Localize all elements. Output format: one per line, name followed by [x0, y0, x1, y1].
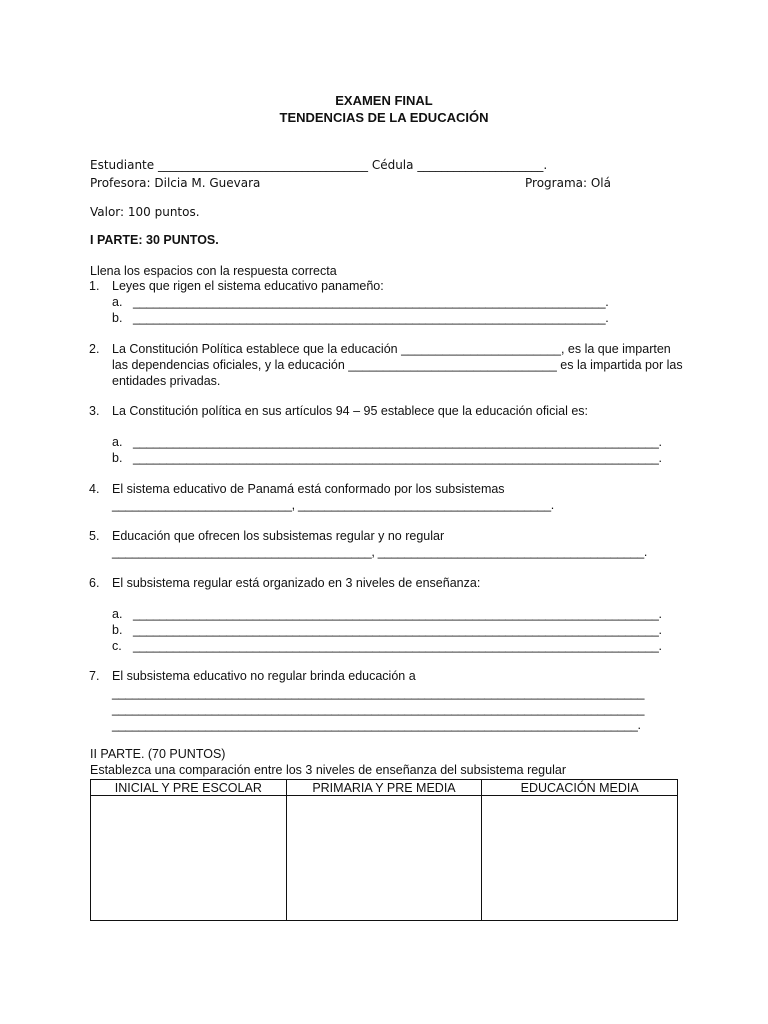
- q1-option-b: b.: [112, 311, 123, 325]
- exam-subtitle: TENDENCIAS DE LA EDUCACIÓN: [279, 110, 489, 125]
- answer-cell-media[interactable]: [482, 796, 678, 921]
- teacher-name: Profesora: Dilcia M. Guevara: [90, 176, 261, 190]
- id-label: Cédula: [371, 158, 414, 172]
- q4-text: El sistema educativo de Panamá está conformado por los subsistemas: [112, 482, 505, 496]
- column-header-media: EDUCACIÓN MEDIA: [482, 780, 678, 796]
- part2-heading: II PARTE. (70 PUNTOS): [90, 747, 226, 761]
- q4-answer-blank[interactable]: ___________________________, ______________________________________.: [112, 498, 554, 512]
- part1-instruction: Llena los espacios con la respuesta correcta: [90, 264, 337, 278]
- q2-line-1[interactable]: La Constitución Política establece que la educación _______________________, es la que imparten: [112, 342, 671, 356]
- q6-option-b: b.: [112, 623, 123, 637]
- q6-answer-a-blank[interactable]: _______________________________________________________________________________.: [133, 607, 662, 621]
- q1-answer-b-blank[interactable]: _______________________________________________________________________.: [133, 311, 609, 325]
- exam-title: EXAMEN FINAL: [335, 93, 433, 108]
- q3-answer-b-blank[interactable]: _______________________________________________________________________________.: [133, 451, 662, 465]
- id-number-blank[interactable]: _____________________.: [417, 158, 548, 172]
- q6-text: El subsistema regular está organizado en 3 niveles de enseñanza:: [112, 576, 481, 590]
- program-name: Programa: Olá: [525, 176, 611, 190]
- q5-text: Educación que ofrecen los subsistemas regular y no regular: [112, 529, 445, 543]
- comparison-table: [90, 779, 678, 921]
- answer-cell-primaria[interactable]: [286, 796, 482, 921]
- q3-answer-a-blank[interactable]: _______________________________________________________________________________.: [133, 435, 662, 449]
- q1-number: 1.: [89, 279, 100, 293]
- q7-answer-line-1[interactable]: ________________________________________________________________________________: [112, 686, 645, 700]
- part1-heading: I PARTE: 30 PUNTOS.: [90, 233, 219, 247]
- table-header-row: [91, 780, 678, 796]
- column-header-primaria: PRIMARIA Y PRE MEDIA: [286, 780, 482, 796]
- q7-answer-line-3[interactable]: _______________________________________________________________________________.: [112, 718, 641, 732]
- q3-option-b: b.: [112, 451, 123, 465]
- q2-line-3: entidades privadas.: [112, 374, 221, 388]
- q6-number: 6.: [89, 576, 100, 590]
- q1-answer-a-blank[interactable]: _______________________________________________________________________.: [133, 295, 609, 309]
- student-name-blank[interactable]: ___________________________________: [157, 158, 368, 172]
- q5-number: 5.: [89, 529, 100, 543]
- q7-answer-line-2[interactable]: ________________________________________________________________________________: [112, 702, 645, 716]
- q7-text: El subsistema educativo no regular brinda educación a: [112, 669, 416, 683]
- q2-number: 2.: [89, 342, 100, 356]
- student-line: [90, 158, 547, 172]
- part2-instruction: Establezca una comparación entre los 3 niveles de enseñanza del subsistema regular: [90, 763, 566, 777]
- q1-option-a: a.: [112, 295, 123, 309]
- q2-line-2[interactable]: las dependencias oficiales, y la educación ______________________________ es la impartida por las: [112, 358, 683, 372]
- student-label: Estudiante: [90, 158, 155, 172]
- table-answer-row: [91, 796, 678, 921]
- q5-answer-blank[interactable]: _______________________________________, ________________________________________.: [112, 545, 648, 559]
- q7-number: 7.: [89, 669, 100, 683]
- q6-option-c: c.: [112, 639, 122, 653]
- answer-cell-inicial[interactable]: [91, 796, 287, 921]
- q6-answer-b-blank[interactable]: _______________________________________________________________________________.: [133, 623, 662, 637]
- q3-option-a: a.: [112, 435, 123, 449]
- q6-option-a: a.: [112, 607, 123, 621]
- exam-value: Valor: 100 puntos.: [90, 205, 200, 219]
- q3-number: 3.: [89, 404, 100, 418]
- q4-number: 4.: [89, 482, 100, 496]
- q3-text: La Constitución política en sus artículos 94 – 95 establece que la educación oficial es:: [112, 404, 588, 418]
- q1-text: Leyes que rigen el sistema educativo panameño:: [112, 279, 384, 293]
- column-header-inicial: INICIAL Y PRE ESCOLAR: [91, 780, 287, 796]
- q6-answer-c-blank[interactable]: _______________________________________________________________________________.: [133, 639, 662, 653]
